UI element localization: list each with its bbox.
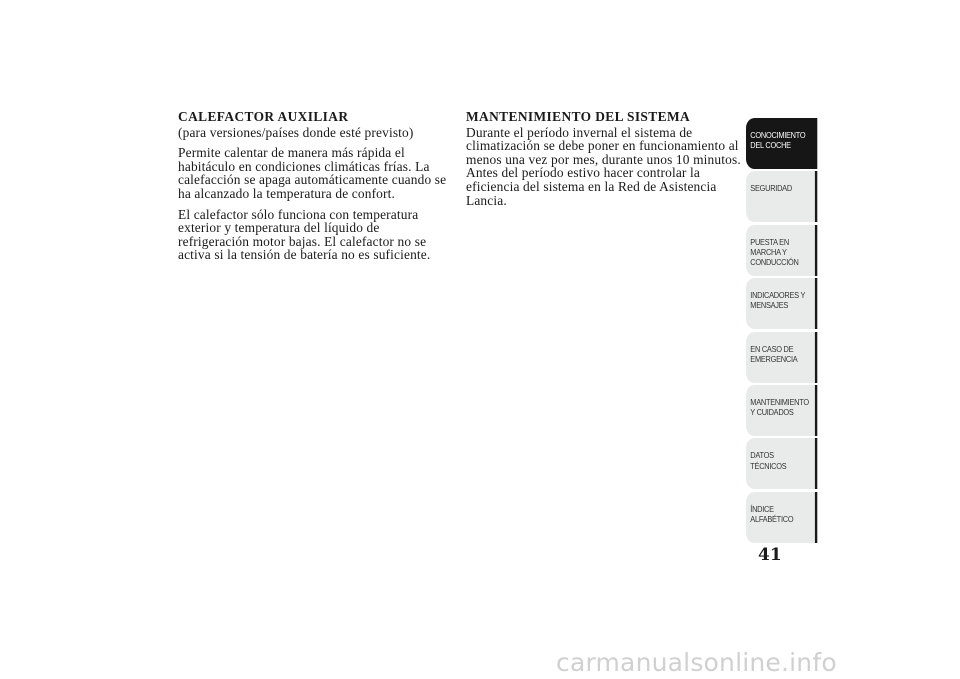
tab-indice-alfabetico[interactable]: ÍNDICE ALFABÉTICO [746, 492, 817, 543]
tab-en-caso-de-emergencia[interactable]: EN CASO DE EMERGENCIA [746, 332, 817, 383]
right-column [466, 110, 741, 214]
chapter-tabs [746, 118, 818, 545]
body-paragraph: Durante el período invernal el sistema de climatización se debe poner en funcionamiento al menos una vez por mes, durante unos 10 minutos. Antes del período estivo hacer controlar la eficiencia del sistema en la Red de Asistencia Lancia. [466, 124, 741, 208]
tab-mantenimiento-y-cuidados[interactable]: MANTENIMIENTO Y CUIDADOS [746, 385, 817, 436]
tab-conocimiento-del-coche[interactable]: CONOCIMIENTO DEL COCHE [746, 118, 817, 169]
section-heading-auxiliary-heater: CALEFACTOR AUXILIAR [178, 109, 349, 124]
section-heading-system-maintenance: MANTENIMIENTO DEL SISTEMA [466, 109, 691, 124]
body-paragraph: Permite calentar de manera más rápida el habitáculo en condiciones climáticas frías. La calefacción se apaga automáticamente cuando se ha alcanzado la temperatura de confort. [178, 145, 447, 201]
left-column [178, 110, 453, 269]
tab-seguridad[interactable]: SEGURIDAD [746, 171, 817, 222]
watermark: carmanualsonline.info [556, 648, 837, 677]
tab-indicadores-y-mensajes[interactable]: INDICADORES Y MENSAJES [746, 278, 817, 329]
body-paragraph: El calefactor sólo funciona con temperatura exterior y temperatura del líquido de refrigeración motor bajas. El calefactor no se activa si la tensión de batería no es suficiente. [178, 206, 431, 263]
tab-puesta-en-marcha[interactable]: PUESTA EN MARCHA Y CONDUCCIÓN [746, 225, 817, 276]
page-number: 41 [758, 545, 782, 565]
section-subheading: (para versiones/países donde esté previsto) [178, 124, 414, 140]
tab-datos-tecnicos[interactable]: DATOS TÉCNICOS [746, 438, 817, 489]
